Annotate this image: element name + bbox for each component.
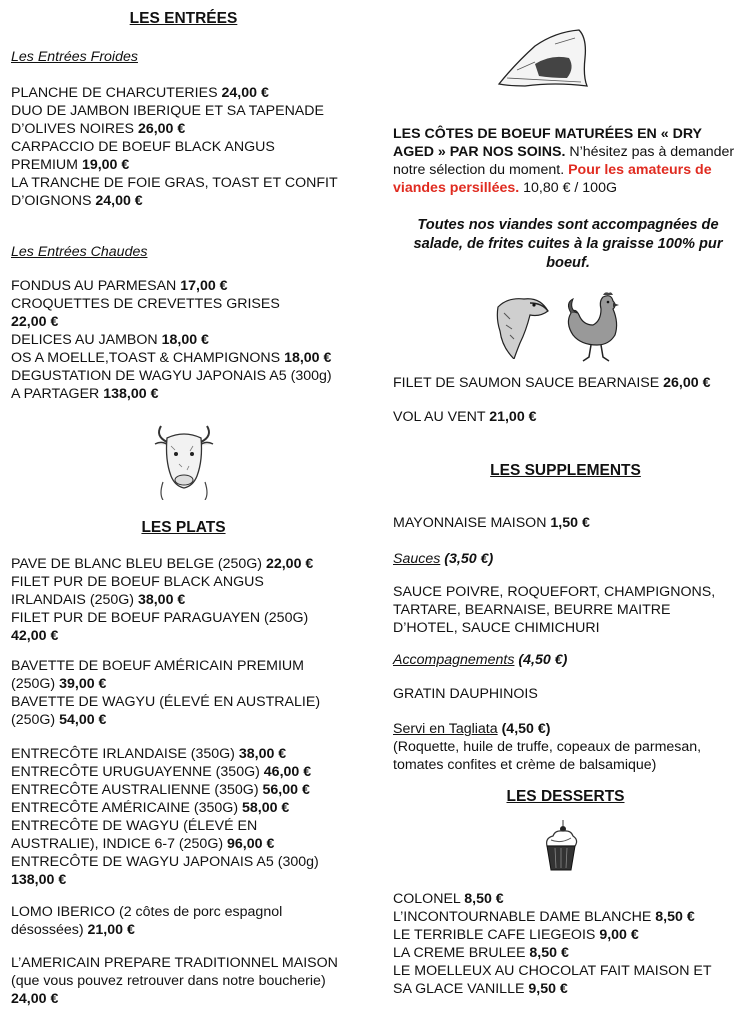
entrees-title: LES ENTRÉES xyxy=(129,10,238,27)
menu-line: AUSTRALIE), INDICE 6-7 (250G) 96,00 € xyxy=(11,836,275,852)
menu-line: D’OLIVES NOIRES 26,00 € xyxy=(11,121,186,137)
menu-line: CARPACCIO DE BOEUF BLACK ANGUS xyxy=(11,139,275,155)
menu-line: A PARTAGER 138,00 € xyxy=(11,386,159,402)
menu-line: FILET PUR DE BOEUF PARAGUAYEN (250G) xyxy=(11,610,309,626)
menu-line: COLONEL 8,50 € xyxy=(393,891,504,907)
plats-group-4 xyxy=(11,903,282,939)
tagliata-section: Servi en Tagliata (4,50 €) (Roquette, huile de truffe, copeaux de parmesan, tomates confites et crème de balsamique) xyxy=(393,721,702,773)
entrees-chaudes-list xyxy=(11,277,332,403)
menu-line: ENTRECÔTE URUGUAYENNE (350G) 46,00 € xyxy=(11,764,312,780)
plats-group-2 xyxy=(11,657,320,729)
menu-line: FILET PUR DE BOEUF BLACK ANGUS xyxy=(11,574,264,590)
rooster-icon xyxy=(563,291,627,363)
menu-line: ENTRECÔTE IRLANDAISE (350G) 38,00 € xyxy=(11,746,287,762)
menu-line: FONDUS AU PARMESAN 17,00 € xyxy=(11,278,228,294)
plats-title: LES PLATS xyxy=(141,519,226,536)
desserts-list xyxy=(393,890,712,998)
menu-line: (250G) 54,00 € xyxy=(11,712,107,728)
fish-icon xyxy=(490,291,552,359)
menu-line: 22,00 € xyxy=(11,314,59,330)
menu-line: désossées) 21,00 € xyxy=(11,922,135,938)
plats-group-1 xyxy=(11,555,313,645)
menu-line: PLANCHE DE CHARCUTERIES 24,00 € xyxy=(11,85,269,101)
menu-line: ENTRECÔTE DE WAGYU (ÉLEVÉ EN xyxy=(11,818,258,834)
supplements-title: LES SUPPLEMENTS xyxy=(490,462,641,479)
entrees-froides-list xyxy=(11,84,338,210)
menu-line: DEGUSTATION DE WAGYU JAPONAIS A5 (300g) xyxy=(11,368,332,384)
menu-line: PREMIUM 19,00 € xyxy=(11,157,130,173)
menu-line: ENTRECÔTE AUSTRALIENNE (350G) 56,00 € xyxy=(11,782,310,798)
entrees-froides-subtitle: Les Entrées Froides xyxy=(11,49,138,65)
menu-line: (que vous pouvez retrouver dans notre boucherie) xyxy=(11,973,326,989)
menu-line: LE TERRIBLE CAFE LIEGEOIS 9,00 € xyxy=(393,927,639,943)
menu-line: IRLANDAIS (250G) 38,00 € xyxy=(11,592,186,608)
plats-group-3 xyxy=(11,745,319,889)
menu-line: 42,00 € xyxy=(11,628,59,644)
menu-line: (250G) 39,00 € xyxy=(11,676,107,692)
beef-rib-icon xyxy=(495,24,595,90)
menu-line: BAVETTE DE BOEUF AMÉRICAIN PREMIUM xyxy=(11,658,304,674)
menu-line: D’OIGNONS 24,00 € xyxy=(11,193,143,209)
menu-line: L’INCONTOURNABLE DAME BLANCHE 8,50 € xyxy=(393,909,695,925)
menu-line: L’AMERICAIN PREPARE TRADITIONNEL MAISON xyxy=(11,955,338,971)
sauces-list: SAUCE POIVRE, ROQUEFORT, CHAMPIGNONS, TARTARE, BEARNAISE, BEURRE MAITRE D’HOTEL, SAUCE CHIMICHURI xyxy=(393,584,716,636)
menu-line: LA TRANCHE DE FOIE GRAS, TOAST ET CONFIT xyxy=(11,175,338,191)
menu-line: 138,00 € xyxy=(11,872,67,888)
menu-line: LOMO IBERICO (2 côtes de porc espagnol xyxy=(11,904,283,920)
dry-aged-text: LES CÔTES DE BOEUF MATURÉES EN « DRY AGED » PAR NOS SOINS. N’hésitez pas à demander notre sélection du moment. Pour les amateurs de viandes persillées. 10,80 € / 100G xyxy=(393,126,735,196)
menu-line: ENTRECÔTE AMÉRICAINE (350G) 58,00 € xyxy=(11,800,290,816)
menu-line: 24,00 € xyxy=(11,991,59,1007)
menu-line: FILET DE SAUMON SAUCE BEARNAISE 26,00 € xyxy=(393,375,711,391)
desserts-title: LES DESSERTS xyxy=(506,788,625,805)
menu-line: LA CREME BRULEE 8,50 € xyxy=(393,945,569,961)
menu-line: OS A MOELLE,TOAST & CHAMPIGNONS 18,00 € xyxy=(11,350,332,366)
cupcake-icon xyxy=(543,818,579,872)
mayonnaise-line: MAYONNAISE MAISON 1,50 € xyxy=(393,515,590,531)
plats-group-5 xyxy=(11,954,338,1008)
menu-line: PAVE DE BLANC BLEU BELGE (250G) 22,00 € xyxy=(11,556,314,572)
menu-line: BAVETTE DE WAGYU (ÉLEVÉ EN AUSTRALIE) xyxy=(11,694,321,710)
accompagnements-list: GRATIN DAUPHINOIS xyxy=(393,686,538,702)
menu-line: SA GLACE VANILLE 9,50 € xyxy=(393,981,568,997)
menu-line: CROQUETTES DE CREVETTES GRISES xyxy=(11,296,280,312)
menu-line: LE MOELLEUX AU CHOCOLAT FAIT MAISON ET xyxy=(393,963,712,979)
accompaniment-note: Toutes nos viandes sont accompagnées de salade, de frites cuites à la graisse 100% pur boeuf. xyxy=(413,217,723,271)
menu-line: DUO DE JAMBON IBERIQUE ET SA TAPENADE xyxy=(11,103,324,119)
menu-line: VOL AU VENT 21,00 € xyxy=(393,409,537,425)
cow-head-icon xyxy=(149,420,219,500)
entrees-chaudes-subtitle: Les Entrées Chaudes xyxy=(11,244,148,260)
menu-line: ENTRECÔTE DE WAGYU JAPONAIS A5 (300g) xyxy=(11,854,319,870)
autres-plats xyxy=(393,374,711,426)
sauces-heading: Sauces (3,50 €) xyxy=(393,551,494,567)
accompagnements-heading: Accompagnements (4,50 €) xyxy=(393,652,568,668)
menu-line: DELICES AU JAMBON 18,00 € xyxy=(11,332,209,348)
